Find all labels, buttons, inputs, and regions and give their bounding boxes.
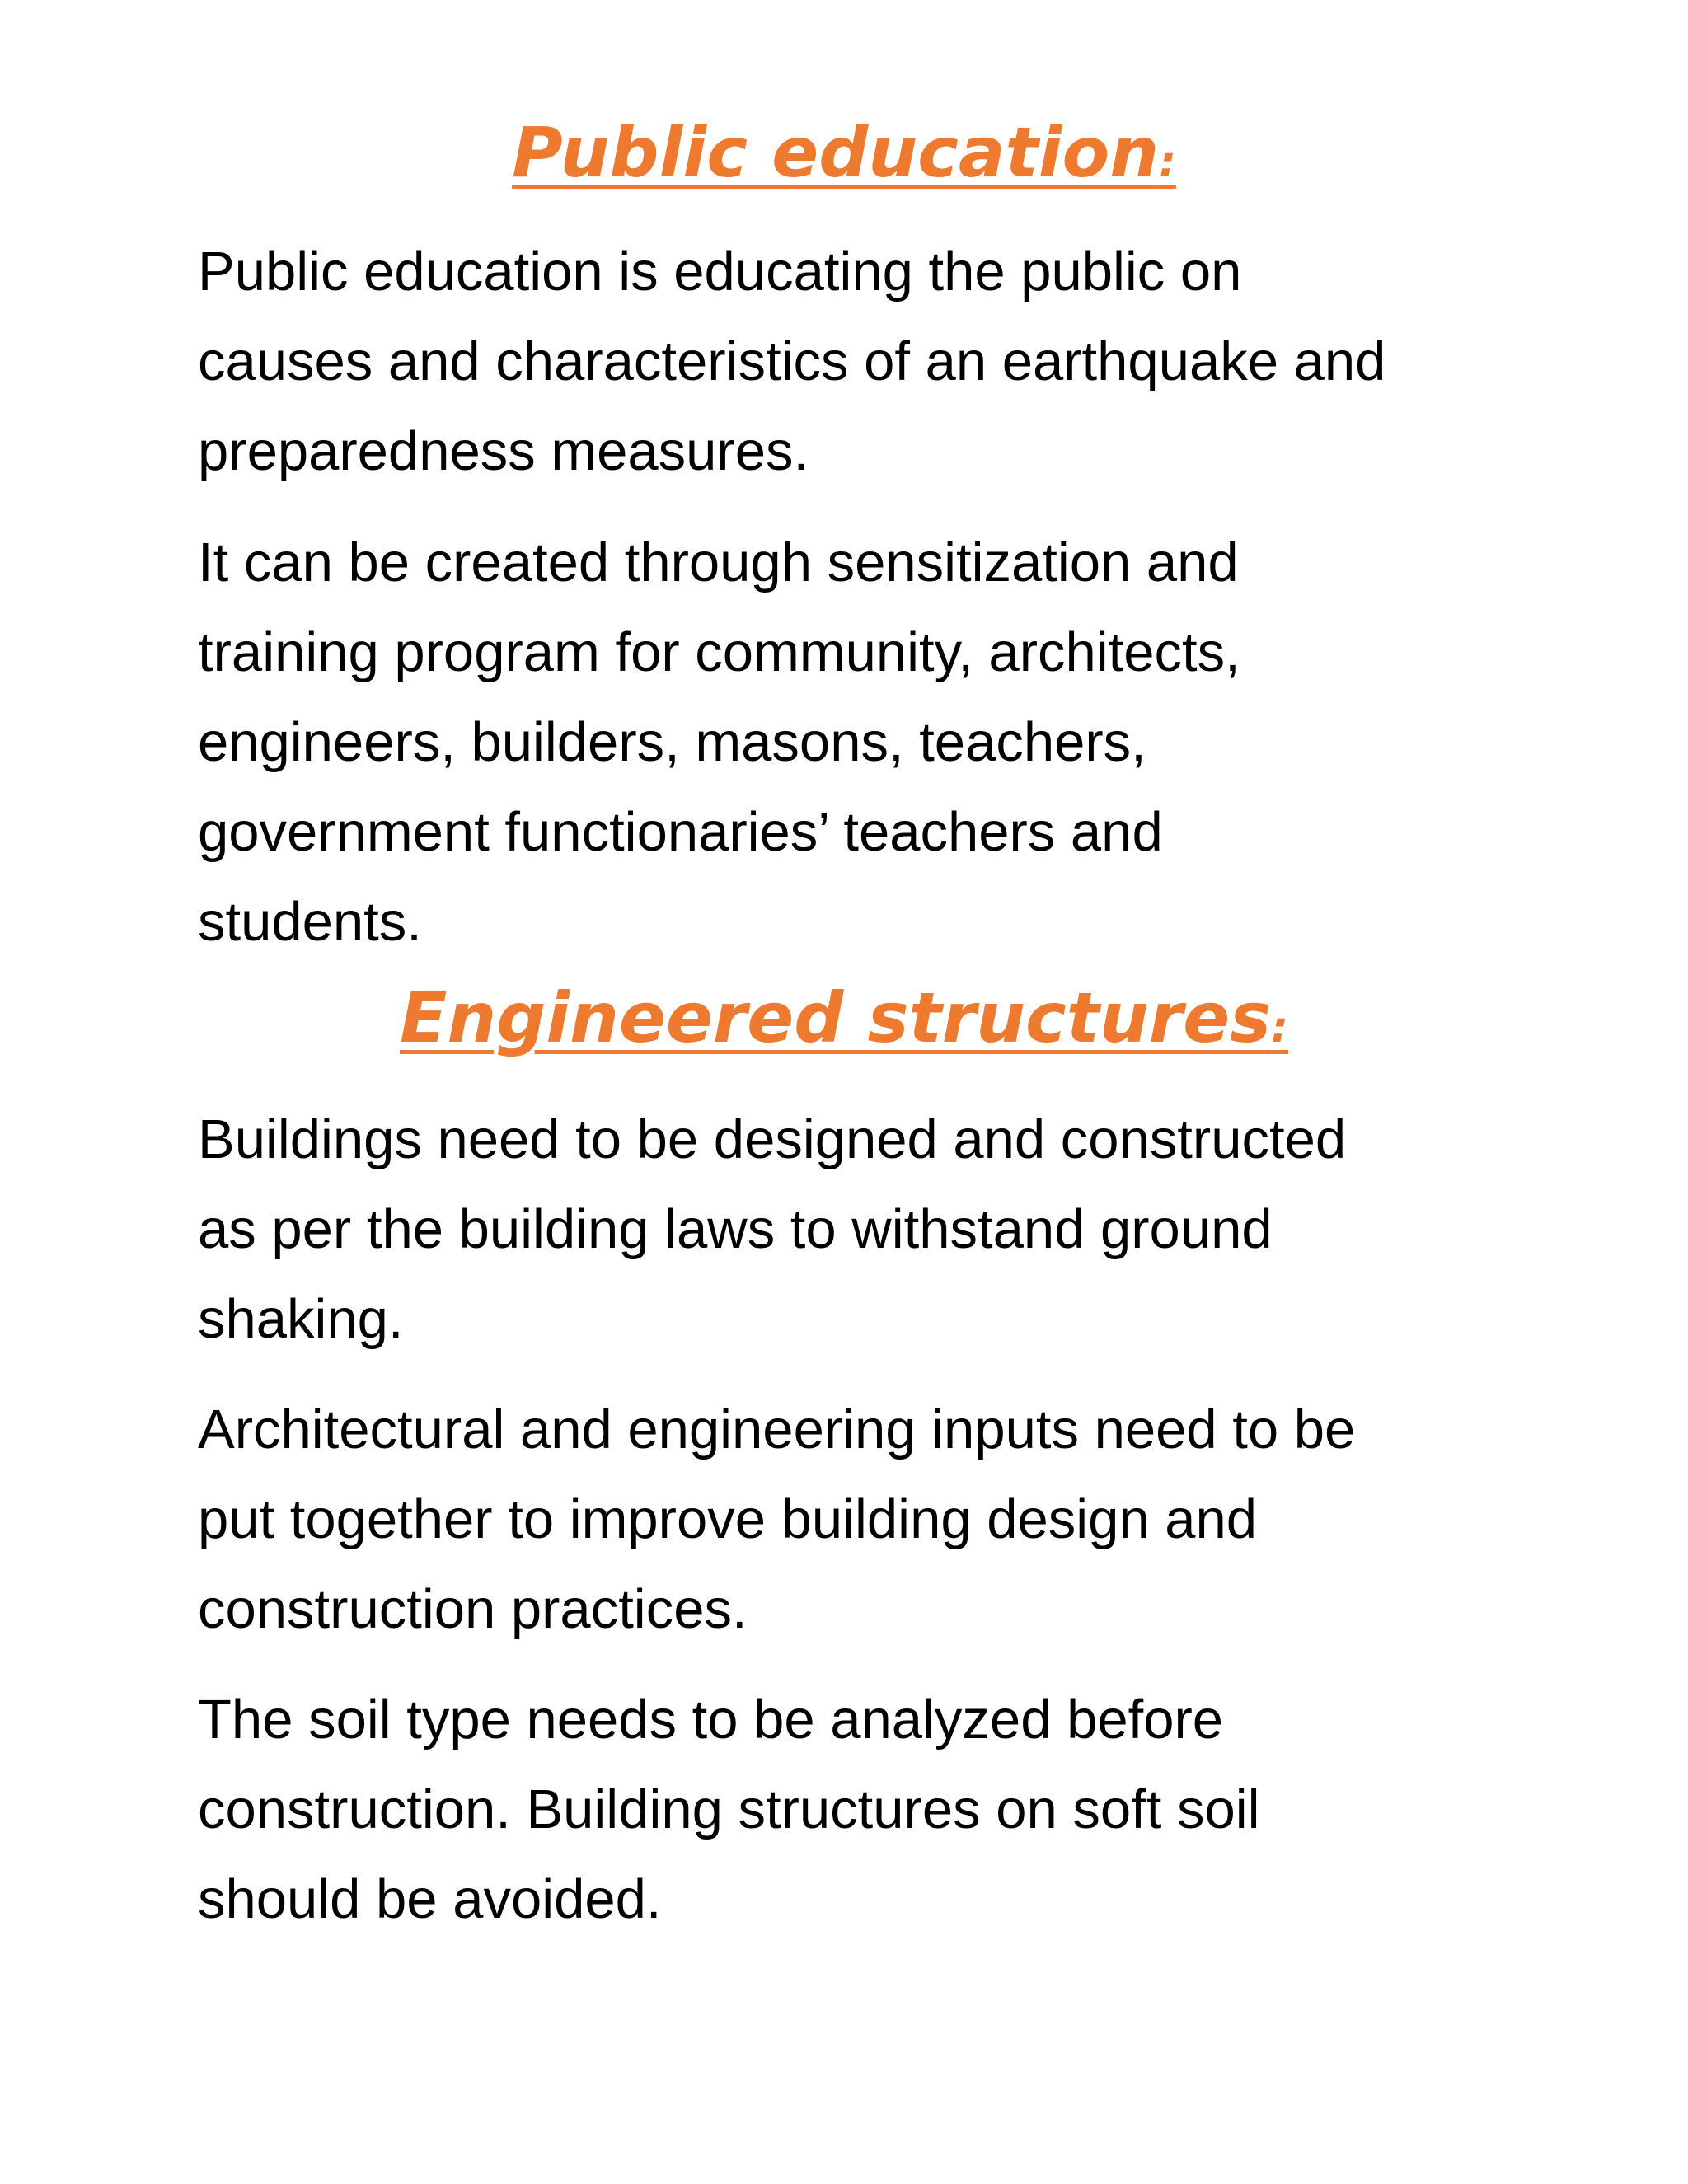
heading-public-education-colon: : bbox=[1159, 138, 1176, 187]
text-line: should be avoided. bbox=[198, 1868, 662, 1930]
heading-engineered-structures bbox=[0, 972, 1688, 1073]
heading-public-education-text: Public education bbox=[512, 112, 1160, 193]
text-line: training program for community, architects, bbox=[198, 621, 1240, 683]
text-line: students. bbox=[198, 891, 422, 953]
paragraph-building-laws bbox=[198, 1094, 1550, 1364]
text-line: shaking. bbox=[198, 1288, 404, 1350]
text-line: Public education is educating the public on bbox=[198, 241, 1242, 302]
text-line: Buildings need to be designed and constructed bbox=[198, 1108, 1347, 1170]
text-line: construction. Building structures on soft soil bbox=[198, 1779, 1260, 1840]
paragraph-public-education-definition bbox=[198, 227, 1550, 496]
text-line: preparedness measures. bbox=[198, 420, 809, 482]
heading-engineered-structures-colon: : bbox=[1271, 1003, 1288, 1052]
text-line: government functionaries’ teachers and bbox=[198, 801, 1163, 863]
text-line: engineers, builders, masons, teachers, bbox=[198, 711, 1146, 773]
paragraph-public-education-methods bbox=[198, 518, 1550, 967]
paragraph-architectural-inputs bbox=[198, 1385, 1550, 1654]
paragraph-soil-analysis bbox=[198, 1675, 1550, 1944]
heading-public-education bbox=[0, 107, 1688, 208]
text-line: construction practices. bbox=[198, 1578, 748, 1640]
text-line: The soil type needs to be analyzed before bbox=[198, 1689, 1224, 1750]
text-line: as per the building laws to withstand ground bbox=[198, 1198, 1273, 1260]
text-line: causes and characteristics of an earthquake and bbox=[198, 330, 1386, 392]
heading-engineered-structures-text: Engineered structures bbox=[400, 977, 1272, 1058]
text-line: It can be created through sensitization and bbox=[198, 532, 1239, 593]
text-line: put together to improve building design and bbox=[198, 1488, 1258, 1550]
text-line: Architectural and engineering inputs need to be bbox=[198, 1399, 1356, 1460]
